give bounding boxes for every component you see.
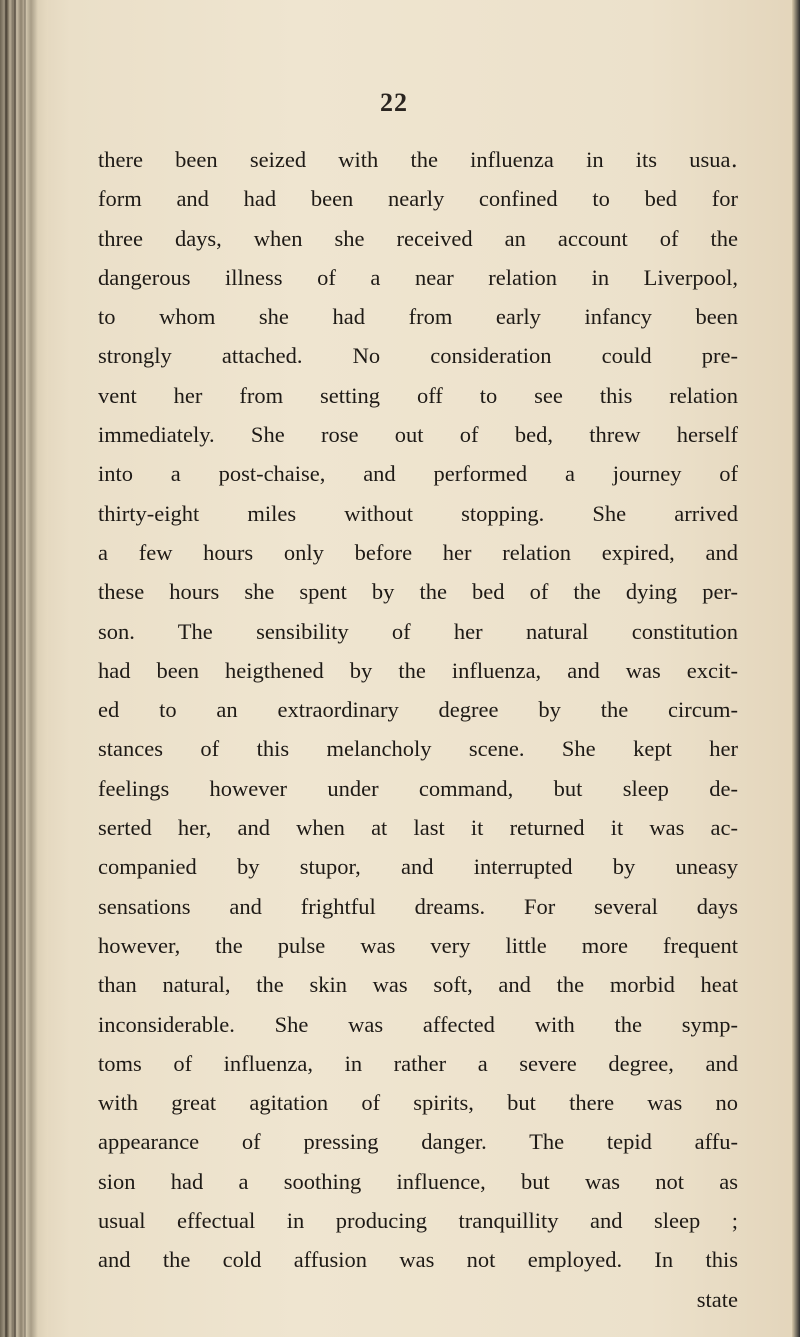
text-line: into a post-chaise, and performed a journey of	[98, 461, 738, 487]
text-line: dangerous illness of a near relation in Liverpool,	[98, 264, 738, 290]
text-line: strongly attached. No consideration could pre-	[98, 343, 738, 369]
text-line: immediately. She rose out of bed, threw herself	[98, 422, 738, 448]
text-line: with great agitation of spirits, but there was no	[98, 1090, 738, 1116]
text-line: ed to an extraordinary degree by the circum-	[98, 697, 738, 723]
text-line: these hours she spent by the bed of the dying per-	[98, 579, 738, 605]
text-line: sensations and frightful dreams. For several days	[98, 893, 738, 919]
text-line: there been seized with the influenza in its usua․	[98, 147, 738, 172]
text-line: had been heigthened by the influenza, and was excit-	[98, 657, 738, 683]
book-binding-gutter	[0, 0, 48, 1337]
text-line: and the cold affusion was not employed. In this	[98, 1247, 738, 1273]
text-line: than natural, the skin was soft, and the morbid heat	[98, 972, 738, 998]
page-number: 22	[380, 88, 408, 117]
text-line: however, the pulse was very little more frequent	[98, 932, 738, 958]
text-line: form and had been nearly confined to bed for	[98, 186, 738, 212]
catchword: state	[696, 1286, 738, 1312]
text-line: toms of influenza, in rather a severe degree, and	[98, 1050, 738, 1076]
text-line: son. The sensibility of her natural constitution	[98, 618, 738, 644]
text-line: stances of this melancholy scene. She kept her	[98, 736, 738, 762]
text-line: serted her, and when at last it returned it was ac-	[98, 815, 738, 841]
text-line: usual effectual in producing tranquillity and sleep ;	[98, 1208, 738, 1234]
text-line: a few hours only before her relation expired, and	[98, 539, 738, 565]
text-line: inconsiderable. She was affected with the symp-	[98, 1011, 738, 1037]
text-line: three days, when she received an account of the	[98, 225, 738, 251]
text-line: to whom she had from early infancy been	[98, 304, 738, 330]
text-line: vent her from setting off to see this relation	[98, 382, 738, 408]
text-line: feelings however under command, but sleep de-	[98, 775, 738, 801]
text-line: thirty-eight miles without stopping. She arrived	[98, 500, 738, 526]
binding-line	[24, 0, 26, 1337]
binding-line	[14, 0, 16, 1337]
body-text	[98, 140, 738, 1319]
text-line: companied by stupor, and interrupted by uneasy	[98, 854, 738, 880]
text-line: appearance of pressing danger. The tepid affu-	[98, 1129, 738, 1155]
text-line: sion had a soothing influence, but was not as	[98, 1168, 738, 1194]
binding-line	[5, 0, 7, 1337]
page-edge-shadow	[792, 0, 800, 1337]
